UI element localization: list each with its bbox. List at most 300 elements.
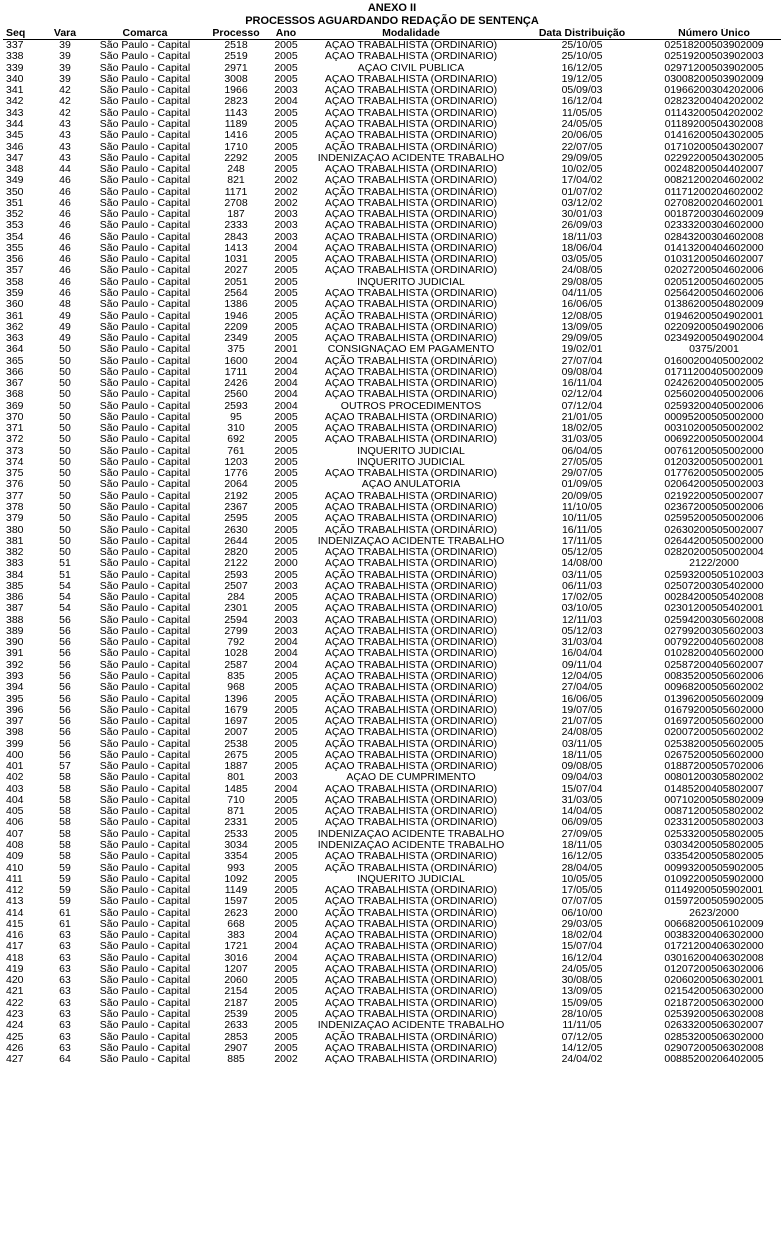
- ano-cell: 2005: [274, 682, 298, 694]
- vara-cell: 49: [59, 310, 71, 322]
- data-distribuicao-cell: 16/06/05: [561, 693, 603, 705]
- data-distribuicao-cell: 15/09/05: [561, 997, 603, 1009]
- data-distribuicao-cell: 12/04/05: [561, 670, 603, 682]
- modalidade-cell: INQUÉRITO JUDICIAL: [357, 276, 465, 288]
- modalidade-cell: AÇÃO TRABALHISTA (ORDINÁRIO): [324, 997, 498, 1009]
- seq-cell: 395: [6, 693, 24, 705]
- vara-cell: 50: [59, 535, 71, 547]
- vara-cell: 46: [59, 265, 71, 277]
- seq-cell: 371: [6, 423, 24, 435]
- data-distribuicao-cell: 19/12/05: [561, 73, 603, 85]
- seq-cell: 401: [6, 761, 24, 773]
- modalidade-cell: AÇÃO TRABALHISTA (ORDINÁRIO): [324, 310, 498, 322]
- seq-cell: 414: [6, 907, 24, 919]
- column-header-vara: Vara: [45, 28, 85, 40]
- ano-cell: 2005: [274, 130, 298, 142]
- numero-unico-cell: 02708200204602001: [664, 197, 764, 209]
- modalidade-cell: AÇÃO DE CUMPRIMENTO: [346, 772, 476, 784]
- ano-cell: 2004: [274, 941, 298, 953]
- vara-cell: 43: [59, 118, 71, 130]
- comarca-cell: São Paulo - Capital: [99, 355, 191, 367]
- modalidade-cell: AÇÃO TRABALHISTA (ORDINÁRIO): [324, 332, 498, 345]
- ano-cell: 2005: [274, 434, 298, 446]
- comarca-cell: São Paulo - Capital: [99, 783, 191, 795]
- ano-cell: 2004: [274, 389, 298, 401]
- data-distribuicao-cell: 29/09/05: [561, 332, 603, 345]
- data-distribuicao-cell: 25/10/05: [561, 39, 603, 52]
- data-distribuicao-cell: 16/12/04: [561, 96, 603, 108]
- data-distribuicao-cell: 06/09/05: [561, 817, 603, 829]
- seq-cell: 393: [6, 670, 24, 682]
- numero-unico-cell: 02154200506302000: [664, 986, 764, 998]
- seq-cell: 370: [6, 411, 24, 423]
- vara-cell: 50: [59, 479, 71, 491]
- ano-cell: 2005: [274, 828, 298, 840]
- comarca-cell: São Paulo - Capital: [99, 929, 191, 942]
- modalidade-cell: AÇÃO TRABALHISTA (ORDINÁRIO): [324, 862, 498, 874]
- vara-cell: 42: [59, 107, 71, 119]
- seq-cell: 422: [6, 997, 24, 1009]
- modalidade-cell: AÇÃO TRABALHISTA (ORDINÁRIO): [324, 896, 498, 908]
- data-distribuicao-cell: 11/11/05: [562, 1020, 602, 1032]
- processo-cell: 2799: [224, 625, 248, 637]
- processo-cell: 2633: [224, 1020, 248, 1032]
- ano-cell: 2005: [274, 445, 298, 457]
- ano-cell: 2005: [274, 524, 298, 536]
- processo-cell: 1028: [224, 648, 248, 660]
- numero-unico-cell: 03008200503902009: [664, 73, 764, 85]
- seq-cell: 358: [6, 276, 24, 288]
- numero-unico-cell: 01966200304202006: [664, 85, 764, 97]
- data-distribuicao-cell: 29/03/05: [561, 918, 603, 930]
- vara-cell: 63: [59, 941, 71, 953]
- processo-cell: 3354: [224, 851, 248, 863]
- table-row: [3, 85, 781, 96]
- modalidade-cell: AÇÃO TRABALHISTA (ORDINÁRIO): [324, 389, 498, 401]
- table-row: [3, 457, 781, 468]
- ano-cell: 2005: [274, 884, 298, 897]
- data-distribuicao-cell: 19/02/01: [561, 344, 603, 356]
- seq-cell: 398: [6, 727, 24, 739]
- data-distribuicao-cell: 09/08/05: [561, 761, 603, 773]
- modalidade-cell: AÇÃO TRABALHISTA (ORDINÁRIO): [324, 411, 498, 423]
- numero-unico-cell: 01092200505902000: [664, 873, 764, 885]
- vara-cell: 56: [59, 749, 71, 761]
- processo-cell: 2630: [224, 524, 248, 536]
- numero-unico-cell: 02064200505002003: [664, 479, 764, 491]
- vara-cell: 50: [59, 513, 71, 525]
- processo-cell: 1721: [224, 941, 248, 953]
- modalidade-cell: AÇÃO TRABALHISTA (ORDINÁRIO): [324, 242, 498, 254]
- ano-cell: 2005: [274, 254, 298, 266]
- vara-cell: 59: [59, 873, 71, 885]
- comarca-cell: São Paulo - Capital: [99, 941, 191, 953]
- table-row: [3, 637, 781, 648]
- processo-cell: 2518: [224, 39, 248, 52]
- table-row: [3, 209, 781, 220]
- table-row: [3, 964, 781, 975]
- seq-cell: 407: [6, 828, 24, 840]
- ano-cell: 2005: [274, 73, 298, 85]
- table-row: [3, 243, 781, 254]
- modalidade-cell: AÇÃO TRABALHISTA (ORDINÁRIO): [324, 918, 498, 930]
- modalidade-cell: INDENIZAÇÃO ACIDENTE TRABALHO: [317, 1020, 505, 1032]
- seq-cell: 369: [6, 400, 24, 412]
- comarca-cell: São Paulo - Capital: [99, 130, 191, 142]
- processo-cell: 871: [227, 806, 245, 818]
- vara-cell: 43: [59, 152, 71, 164]
- seq-cell: 425: [6, 1031, 24, 1043]
- ano-cell: 2005: [274, 693, 298, 705]
- comarca-cell: São Paulo - Capital: [99, 907, 191, 919]
- modalidade-cell: AÇÃO TRABALHISTA (ORDINÁRIO): [324, 1053, 498, 1066]
- vara-cell: 59: [59, 884, 71, 897]
- seq-cell: 423: [6, 1008, 24, 1020]
- ano-cell: 2005: [274, 456, 298, 468]
- table-row: [3, 479, 781, 490]
- comarca-cell: São Paulo - Capital: [99, 727, 191, 739]
- document-title: PROCESSOS AGUARDANDO REDAÇÃO DE SENTENÇA: [245, 15, 539, 27]
- data-distribuicao-cell: 10/05/05: [561, 873, 603, 885]
- comarca-cell: São Paulo - Capital: [99, 918, 191, 930]
- modalidade-cell: AÇÃO TRABALHISTA (ORDINÁRIO): [324, 648, 498, 660]
- data-distribuicao-cell: 10/11/05: [561, 513, 603, 525]
- processo-cell: 2349: [224, 332, 248, 345]
- processo-cell: 835: [227, 670, 245, 682]
- data-distribuicao-cell: 10/02/05: [561, 163, 603, 176]
- numero-unico-cell: 00968200505602002: [664, 682, 764, 694]
- vara-cell: 50: [59, 501, 71, 514]
- modalidade-cell: AÇÃO TRABALHISTA (ORDINÁRIO): [324, 817, 498, 829]
- comarca-cell: São Paulo - Capital: [99, 558, 191, 570]
- table-row: [3, 153, 781, 164]
- processo-cell: 2564: [224, 287, 248, 299]
- table-row: [3, 806, 781, 817]
- ano-cell: 2002: [274, 186, 298, 198]
- seq-cell: 378: [6, 501, 24, 514]
- ano-cell: 2005: [274, 62, 298, 74]
- comarca-cell: São Paulo - Capital: [99, 580, 191, 592]
- data-distribuicao-cell: 14/04/05: [561, 806, 603, 818]
- vara-cell: 56: [59, 637, 71, 649]
- ano-cell: 2005: [274, 546, 298, 559]
- seq-cell: 363: [6, 332, 24, 345]
- ano-cell: 2005: [274, 152, 298, 164]
- comarca-cell: São Paulo - Capital: [99, 1020, 191, 1032]
- data-distribuicao-cell: 24/05/05: [561, 118, 603, 130]
- processo-cell: 284: [227, 592, 245, 604]
- comarca-cell: São Paulo - Capital: [99, 197, 191, 209]
- vara-cell: 63: [59, 1020, 71, 1032]
- data-distribuicao-cell: 16/12/05: [561, 62, 603, 74]
- data-distribuicao-cell: 19/07/05: [561, 704, 603, 716]
- numero-unico-cell: 01143200504202002: [664, 107, 764, 119]
- table-row: [3, 524, 781, 535]
- seq-cell: 394: [6, 682, 24, 694]
- table-row: [3, 468, 781, 479]
- comarca-cell: São Paulo - Capital: [99, 299, 191, 311]
- table-row: [3, 277, 781, 288]
- numero-unico-cell: 00993200505902005: [664, 862, 764, 874]
- processo-cell: 2192: [224, 490, 248, 502]
- comarca-cell: São Paulo - Capital: [99, 614, 191, 626]
- seq-cell: 348: [6, 163, 24, 176]
- numero-unico-cell: 02595200505002006: [664, 513, 764, 525]
- vara-cell: 56: [59, 670, 71, 682]
- processo-cell: 1203: [224, 456, 248, 468]
- seq-cell: 384: [6, 569, 24, 581]
- seq-cell: 349: [6, 175, 24, 187]
- vara-cell: 50: [59, 389, 71, 401]
- vara-cell: 63: [59, 975, 71, 987]
- comarca-cell: São Paulo - Capital: [99, 884, 191, 897]
- column-header-data-distribuicao: Data Distribuição: [517, 28, 647, 40]
- seq-cell: 381: [6, 535, 24, 547]
- seq-cell: 338: [6, 51, 24, 63]
- modalidade-cell: AÇÃO TRABALHISTA (ORDINÁRIO): [324, 929, 498, 942]
- processo-cell: 1710: [224, 141, 248, 153]
- comarca-cell: São Paulo - Capital: [99, 569, 191, 581]
- ano-cell: 2005: [274, 794, 298, 806]
- processo-cell: 2122: [224, 558, 248, 570]
- numero-unico-cell: 02907200506302008: [664, 1042, 764, 1054]
- table-row: [3, 716, 781, 727]
- numero-unico-cell: 02633200506302007: [664, 1020, 764, 1032]
- processo-cell: 2426: [224, 377, 248, 390]
- data-distribuicao-cell: 16/06/05: [561, 299, 603, 311]
- vara-cell: 63: [59, 986, 71, 998]
- modalidade-cell: AÇÃO TRABALHISTA (ORDINÁRIO): [324, 558, 498, 570]
- table-row: [3, 401, 781, 412]
- ano-cell: 2003: [274, 625, 298, 637]
- table-row: [3, 1031, 781, 1042]
- table-header: [3, 28, 781, 40]
- ano-cell: 2004: [274, 952, 298, 964]
- comarca-cell: São Paulo - Capital: [99, 501, 191, 514]
- numero-unico-cell: 03016200406302008: [664, 952, 764, 964]
- table-row: [3, 1020, 781, 1031]
- table-row: [3, 874, 781, 885]
- ano-cell: 2003: [274, 580, 298, 592]
- numero-unico-cell: 02209200504902006: [664, 321, 764, 333]
- data-distribuicao-cell: 29/09/05: [561, 152, 603, 164]
- comarca-cell: São Paulo - Capital: [99, 873, 191, 885]
- table-row: [3, 1054, 781, 1065]
- modalidade-cell: AÇÃO TRABALHISTA (ORDINÁRIO): [324, 513, 498, 525]
- numero-unico-cell: 02301200505402001: [664, 603, 764, 615]
- table-row: [3, 592, 781, 603]
- vara-cell: 56: [59, 715, 71, 728]
- data-distribuicao-cell: 05/12/03: [561, 625, 603, 637]
- vara-cell: 50: [59, 434, 71, 446]
- ano-cell: 2005: [274, 997, 298, 1009]
- seq-cell: 367: [6, 377, 24, 390]
- ano-cell: 2005: [274, 817, 298, 829]
- ano-cell: 2005: [274, 1008, 298, 1020]
- comarca-cell: São Paulo - Capital: [99, 794, 191, 806]
- ano-cell: 2001: [274, 344, 298, 356]
- data-distribuicao-cell: 18/02/05: [561, 423, 603, 435]
- comarca-cell: São Paulo - Capital: [99, 738, 191, 750]
- processo-cell: 3008: [224, 73, 248, 85]
- seq-cell: 418: [6, 952, 24, 964]
- seq-cell: 373: [6, 445, 24, 457]
- data-distribuicao-cell: 27/04/05: [561, 682, 603, 694]
- ano-cell: 2004: [274, 366, 298, 378]
- processo-cell: 801: [227, 772, 245, 784]
- modalidade-cell: AÇÃO CIVIL PÚBLICA: [357, 62, 465, 74]
- comarca-cell: São Paulo - Capital: [99, 715, 191, 728]
- processo-cell: 375: [227, 344, 245, 356]
- seq-cell: 420: [6, 975, 24, 987]
- table-row: [3, 648, 781, 659]
- processo-cell: 2971: [224, 62, 248, 74]
- column-header-modalidade: Modalidade: [305, 28, 517, 40]
- column-header-processo: Processo: [205, 28, 267, 40]
- table-row: [3, 626, 781, 637]
- table-row: [3, 96, 781, 107]
- modalidade-cell: INQUÉRITO JUDICIAL: [357, 873, 465, 885]
- numero-unico-cell: 00248200504402007: [664, 163, 764, 176]
- vara-cell: 56: [59, 682, 71, 694]
- modalidade-cell: AÇÃO TRABALHISTA (ORDINÁRIO): [324, 1008, 498, 1020]
- modalidade-cell: AÇÃO TRABALHISTA (ORDINÁRIO): [324, 749, 498, 761]
- table-row: [3, 378, 781, 389]
- processo-cell: 2593: [224, 569, 248, 581]
- comarca-cell: São Paulo - Capital: [99, 73, 191, 85]
- processo-cell: 2533: [224, 828, 248, 840]
- processo-cell: 2853: [224, 1031, 248, 1043]
- modalidade-cell: AÇÃO TRABALHISTA (ORDINÁRIO): [324, 107, 498, 119]
- vara-cell: 56: [59, 738, 71, 750]
- numero-unico-cell: 02007200505602002: [664, 727, 764, 739]
- processo-cell: 1386: [224, 299, 248, 311]
- modalidade-cell: INQUÉRITO JUDICIAL: [357, 456, 465, 468]
- comarca-cell: São Paulo - Capital: [99, 1031, 191, 1043]
- processo-cell: 2587: [224, 659, 248, 671]
- table-row: [3, 119, 781, 130]
- processo-cell: 2209: [224, 321, 248, 333]
- modalidade-cell: AÇÃO TRABALHISTA (ORDINÁRIO): [324, 986, 498, 998]
- vara-cell: 56: [59, 704, 71, 716]
- seq-cell: 339: [6, 62, 24, 74]
- modalidade-cell: AÇÃO TRABALHISTA (ORDINÁRIO): [324, 569, 498, 581]
- table-row: [3, 220, 781, 231]
- table-row: [3, 40, 781, 52]
- numero-unico-cell: 02644200505002000: [664, 535, 764, 547]
- table-row: [3, 986, 781, 997]
- data-distribuicao-cell: 07/12/05: [561, 1031, 603, 1043]
- vara-cell: 51: [59, 569, 71, 581]
- table-row: [3, 817, 781, 828]
- vara-cell: 58: [59, 851, 71, 863]
- vara-cell: 58: [59, 772, 71, 784]
- comarca-cell: São Paulo - Capital: [99, 400, 191, 412]
- data-distribuicao-cell: 07/07/05: [561, 896, 603, 908]
- comarca-cell: São Paulo - Capital: [99, 952, 191, 964]
- numero-unico-cell: 01396200505602009: [664, 693, 764, 705]
- modalidade-cell: AÇÃO TRABALHISTA (ORDINÁRIO): [324, 73, 498, 85]
- comarca-cell: São Paulo - Capital: [99, 513, 191, 525]
- ano-cell: 2004: [274, 377, 298, 390]
- vara-cell: 56: [59, 614, 71, 626]
- processo-cell: 2539: [224, 1008, 248, 1020]
- numero-unico-cell: 02367200505002006: [664, 501, 764, 514]
- table-row: [3, 288, 781, 299]
- vara-cell: 63: [59, 1008, 71, 1020]
- seq-cell: 409: [6, 851, 24, 863]
- processo-cell: 2708: [224, 197, 248, 209]
- seq-cell: 413: [6, 896, 24, 908]
- vara-cell: 56: [59, 659, 71, 671]
- vara-cell: 50: [59, 456, 71, 468]
- data-distribuicao-cell: 01/09/05: [561, 479, 603, 491]
- seq-cell: 410: [6, 862, 24, 874]
- ano-cell: 2004: [274, 929, 298, 942]
- modalidade-cell: AÇÃO TRABALHISTA (ORDINÁRIO): [324, 975, 498, 987]
- modalidade-cell: AÇÃO TRABALHISTA (ORDINÁRIO): [324, 592, 498, 604]
- modalidade-cell: AÇÃO TRABALHISTA (ORDINÁRIO): [324, 287, 498, 299]
- modalidade-cell: AÇÃO TRABALHISTA (ORDINÁRIO): [324, 118, 498, 130]
- table-row: [3, 446, 781, 457]
- ano-cell: 2004: [274, 355, 298, 367]
- data-distribuicao-cell: 01/07/02: [561, 186, 603, 198]
- comarca-cell: São Paulo - Capital: [99, 152, 191, 164]
- column-header-seq: Seq: [3, 28, 45, 40]
- ano-cell: 2003: [274, 614, 298, 626]
- seq-cell: 372: [6, 434, 24, 446]
- table-row: [3, 108, 781, 119]
- seq-cell: 364: [6, 344, 24, 356]
- seq-cell: 380: [6, 524, 24, 536]
- ano-cell: 2005: [274, 862, 298, 874]
- ano-cell: 2003: [274, 220, 298, 232]
- comarca-cell: São Paulo - Capital: [99, 1053, 191, 1066]
- processo-cell: 1416: [224, 130, 248, 142]
- table-row: [3, 130, 781, 141]
- modalidade-cell: AÇÃO TRABALHISTA (ORDINÁRIO): [324, 806, 498, 818]
- comarca-cell: São Paulo - Capital: [99, 287, 191, 299]
- numero-unico-cell: 01711200405002009: [664, 366, 764, 378]
- vara-cell: 58: [59, 794, 71, 806]
- table-row: [3, 232, 781, 243]
- table-row: [3, 919, 781, 930]
- table-row: [3, 322, 781, 333]
- processo-cell: 1697: [224, 715, 248, 728]
- numero-unico-cell: 01600200405002002: [664, 355, 764, 367]
- table-row: [3, 254, 781, 265]
- processo-cell: 383: [227, 929, 245, 942]
- ano-cell: 2005: [274, 51, 298, 63]
- data-distribuicao-cell: 24/08/05: [561, 265, 603, 277]
- table-row: [3, 299, 781, 310]
- table-row: [3, 795, 781, 806]
- ano-cell: 2003: [274, 772, 298, 784]
- vara-cell: 44: [59, 163, 71, 176]
- seq-cell: 344: [6, 118, 24, 130]
- data-distribuicao-cell: 14/08/00: [561, 558, 603, 570]
- data-distribuicao-cell: 06/04/05: [561, 445, 603, 457]
- table-row: [3, 953, 781, 964]
- ano-cell: 2005: [274, 806, 298, 818]
- table-row: [3, 175, 781, 186]
- processo-cell: 2507: [224, 580, 248, 592]
- comarca-cell: São Paulo - Capital: [99, 749, 191, 761]
- processo-cell: 2907: [224, 1042, 248, 1054]
- data-distribuicao-cell: 07/12/04: [561, 400, 603, 412]
- seq-cell: 366: [6, 366, 24, 378]
- vara-cell: 59: [59, 862, 71, 874]
